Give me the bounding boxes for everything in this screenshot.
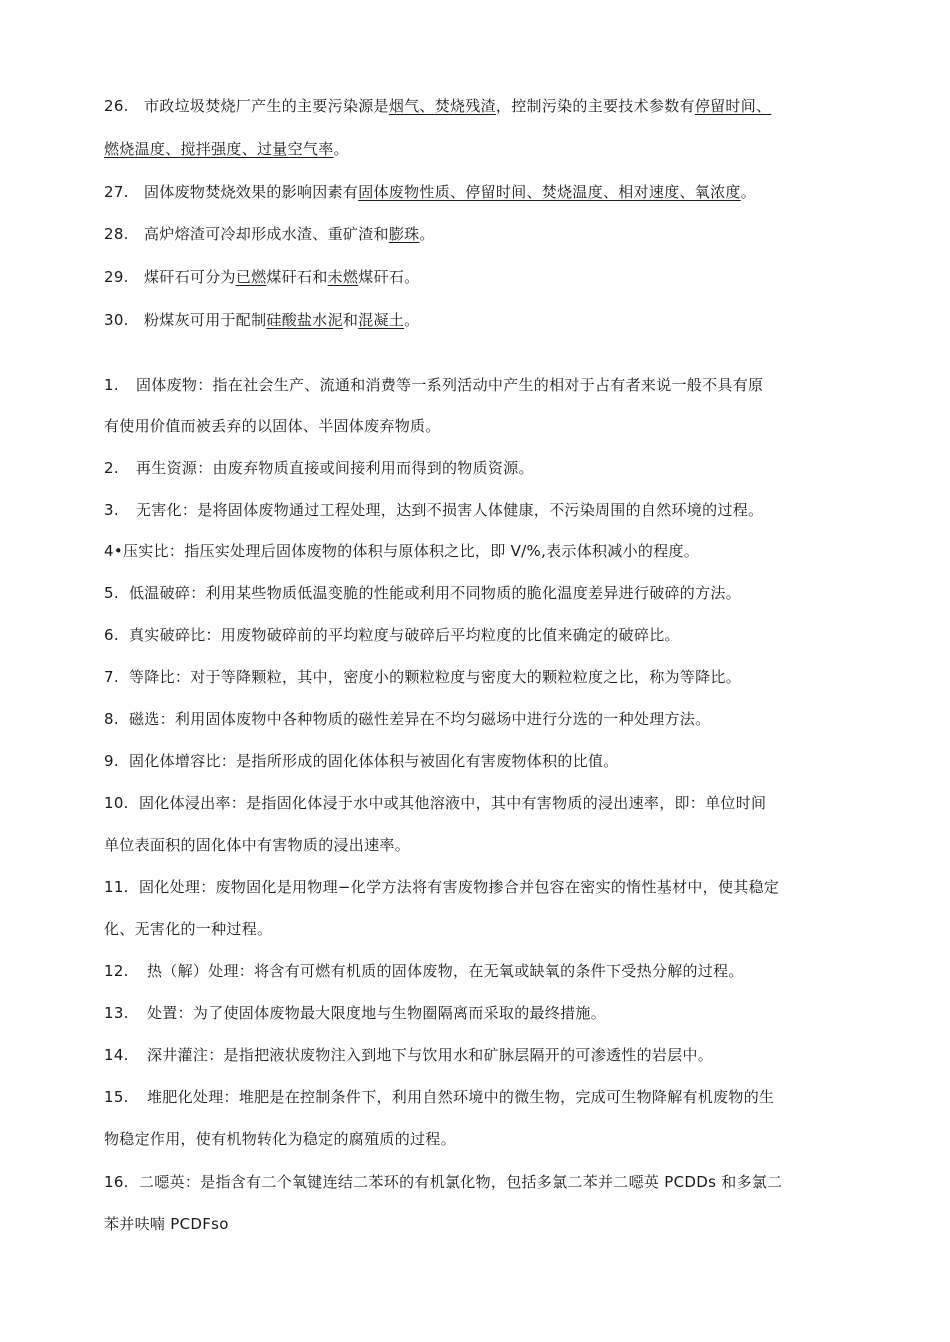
definition-13: [104, 1003, 864, 1023]
definition-10-continued: [104, 835, 864, 855]
answer-text: 硅酸盐水泥: [266, 311, 343, 329]
item-number: 27.: [104, 183, 129, 201]
answer-text: 未燃: [327, 268, 359, 286]
answer-text: 停留时间、: [694, 97, 772, 115]
question-text: 。: [404, 311, 420, 329]
question-text: 粉煤灰可用于配制: [144, 311, 267, 329]
definition-text: 固化体浸出率：是指固化体浸于水中或其他溶液中，其中有害物质的浸出速率，即：单位时间: [139, 794, 767, 812]
item-number: 9.: [104, 752, 119, 770]
definition-text: 处置：为了使固体废物最大限度地与生物圈隔离而采取的最终措施。: [147, 1004, 607, 1022]
question-text: 煤矸石。: [358, 268, 420, 286]
question-text: 。: [419, 225, 435, 243]
definition-14: [104, 1045, 864, 1065]
fill-blank-29: [104, 267, 864, 287]
item-number: 14.: [104, 1046, 129, 1064]
definition-text: 二噁英：是指含有二个氧键连结二苯环的有机氯化物，包括多氯二苯并二噁英 PCDDs 和多氯二: [139, 1173, 783, 1191]
fill-blank-28: [104, 224, 864, 244]
definition-text: 苯并呋喃 PCDFso: [104, 1215, 229, 1233]
definition-16-continued: [104, 1214, 864, 1234]
definition-7: [104, 667, 864, 687]
definition-6: [104, 625, 864, 645]
item-number: 15.: [104, 1088, 129, 1106]
question-text: 和: [342, 311, 359, 329]
item-number: 10.: [104, 794, 129, 812]
definition-5: [104, 583, 864, 603]
definition-1: [104, 375, 864, 395]
answer-text: 膨珠: [388, 225, 420, 243]
answer-text: 已燃: [235, 268, 267, 286]
definition-text: 有使用价值而被丢弃的以固体、半固体废弃物质。: [104, 417, 441, 435]
definition-text: 深井灌注：是指把液状废物注入到地下与饮用水和矿脉层隔开的可渗透性的岩层中。: [147, 1046, 714, 1064]
item-number: 29.: [104, 268, 129, 286]
definition-12: [104, 961, 864, 981]
definition-15-continued: [104, 1129, 864, 1149]
definition-text: 固化处理：废物固化是用物理−化学方法将有害废物掺合并包容在密实的惰性基材中，使其稳定: [139, 878, 780, 896]
definition-11: [104, 877, 864, 897]
item-number: 5.: [104, 584, 119, 602]
question-text: 煤矸石可分为: [144, 268, 236, 286]
item-number: 28.: [104, 225, 129, 243]
question-text: 。: [333, 140, 349, 158]
definition-3: [104, 500, 864, 520]
question-text: 市政垃圾焚烧厂产生的主要污染源是: [144, 97, 389, 115]
item-number: 1.: [104, 376, 119, 394]
question-text: ，控制污染的主要技术参数有: [495, 97, 695, 115]
question-text: 。: [740, 183, 757, 201]
fill-blank-30: [104, 310, 864, 330]
definition-15: [104, 1087, 864, 1107]
definition-text: 热（解）处理：将含有可燃有机质的固体废物，在无氧或缺氧的条件下受热分解的过程。: [147, 962, 744, 980]
definition-text: 等降比：对于等降颗粒，其中，密度小的颗粒粒度与密度大的颗粒粒度之比，称为等降比。: [129, 668, 742, 686]
item-number: 11.: [104, 878, 129, 896]
definition-8: [104, 709, 864, 729]
definition-text: 无害化：是将固体废物通过工程处理，达到不损害人体健康，不污染周围的自然环境的过程。: [136, 501, 764, 519]
fill-blank-26-continued: [104, 139, 864, 159]
definition-text: 真实破碎比：用废物破碎前的平均粒度与破碎后平均粒度的比值来确定的破碎比。: [129, 626, 680, 644]
definition-2: [104, 458, 864, 478]
definition-text: 磁选：利用固体废物中各种物质的磁性差异在不均匀磁场中进行分选的一种处理方法。: [129, 710, 711, 728]
answer-text: 混凝土: [358, 311, 405, 329]
definition-1-continued: [104, 416, 864, 436]
item-number: 8.: [104, 710, 119, 728]
fill-blank-26: [104, 96, 864, 116]
definition-text: 固化体增容比：是指所形成的固化体体积与被固化有害废物体积的比值。: [129, 752, 619, 770]
answer-text: 烟气、焚烧残渣: [388, 97, 496, 115]
definition-text: 化、无害化的一种过程。: [104, 920, 273, 938]
definition-text: 固体废物：指在社会生产、流通和消费等一系列活动中产生的相对于占有者来说一般不具有原: [136, 376, 764, 394]
question-text: 固体废物焚烧效果的影响因素有: [144, 183, 359, 201]
item-number: 16.: [104, 1173, 129, 1191]
definition-text: 再生资源：由废弃物质直接或间接利用而得到的物质资源。: [136, 459, 534, 477]
item-number: 2.: [104, 459, 119, 477]
definition-text: 物稳定作用，使有机物转化为稳定的腐殖质的过程。: [104, 1130, 456, 1148]
definition-text: 低温破碎：利用某些物质低温变脆的性能或利用不同物质的脆化温度差异进行破碎的方法。: [129, 584, 742, 602]
item-number: 26.: [104, 97, 129, 115]
question-text: 煤矸石和: [266, 268, 328, 286]
definition-text: 单位表面积的固化体中有害物质的浸出速率。: [104, 836, 411, 854]
fill-blank-27: [104, 182, 864, 202]
definition-11-continued: [104, 919, 864, 939]
definition-10: [104, 793, 864, 813]
definition-16: [104, 1172, 864, 1192]
item-number: 6.: [104, 626, 119, 644]
item-number: 13.: [104, 1004, 129, 1022]
definition-text: 堆肥化处理：堆肥是在控制条件下，利用自然环境中的微生物，完成可生物降解有机废物的生: [147, 1088, 775, 1106]
item-number: 12.: [104, 962, 129, 980]
item-number: 3.: [104, 501, 119, 519]
question-text: 高炉熔渣可冷却形成水渣、重矿渣和: [144, 225, 389, 243]
answer-text: 固体废物性质、停留时间、焚烧温度、相对速度、氧浓度: [358, 183, 741, 201]
answer-text: 燃烧温度、搅拌强度、过量空气率: [104, 140, 334, 158]
item-number: 7.: [104, 668, 119, 686]
definition-9: [104, 751, 864, 771]
item-number: 30.: [104, 311, 129, 329]
definition-4: [104, 541, 864, 561]
definition-text: 压实比：指压实处理后固体废物的体积与原体积之比，即 V/%,表示体积减小的程度。: [123, 542, 700, 560]
item-number: 4•: [104, 542, 123, 560]
